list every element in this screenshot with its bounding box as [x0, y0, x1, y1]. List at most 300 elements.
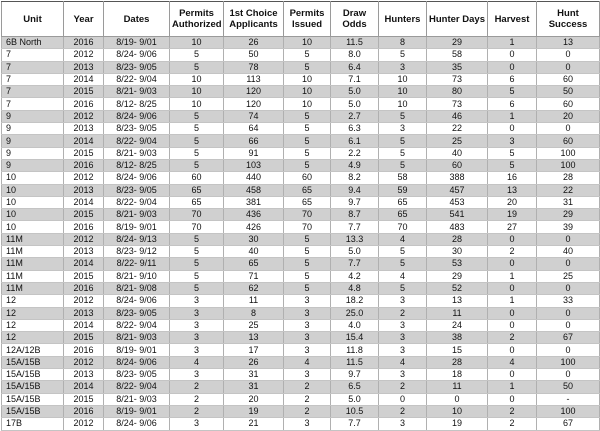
cell-harvest: 19: [488, 209, 537, 221]
cell-permits-issued: 5: [284, 270, 331, 282]
table-row: [2, 159, 600, 171]
cell-dates: 8/21- 9/08: [104, 282, 170, 294]
cell-first-choice-applicants: 113: [224, 73, 284, 85]
cell-dates: 8/23- 9/05: [104, 369, 170, 381]
cell-hunt-success: 0: [537, 369, 600, 381]
cell-hunters: 3: [379, 123, 427, 135]
table-row: [2, 37, 600, 49]
cell-hunter-days: 453: [427, 196, 488, 208]
cell-hunter-days: 457: [427, 184, 488, 196]
cell-hunter-days: 73: [427, 98, 488, 110]
cell-hunt-success: 13: [537, 37, 600, 49]
cell-hunter-days: 38: [427, 332, 488, 344]
cell-permits-authorized: 3: [170, 332, 224, 344]
cell-year: 2016: [64, 221, 104, 233]
cell-draw-odds: 25.0: [331, 307, 379, 319]
cell-hunter-days: 53: [427, 258, 488, 270]
cell-unit: 7: [2, 86, 64, 98]
cell-draw-odds: 13.3: [331, 233, 379, 245]
table-row: [2, 196, 600, 208]
cell-harvest: 5: [488, 147, 537, 159]
cell-permits-authorized: 5: [170, 270, 224, 282]
cell-unit: 7: [2, 49, 64, 61]
cell-hunters: 70: [379, 221, 427, 233]
cell-dates: 8/22- 9/04: [104, 73, 170, 85]
cell-dates: 8/19- 9/01: [104, 221, 170, 233]
cell-permits-authorized: 5: [170, 246, 224, 258]
cell-year: 2015: [64, 332, 104, 344]
cell-hunt-success: 100: [537, 405, 600, 417]
cell-hunter-days: 35: [427, 61, 488, 73]
cell-first-choice-applicants: 21: [224, 418, 284, 430]
column-header-unit: Unit: [2, 2, 64, 37]
column-header-year: Year: [64, 2, 104, 37]
cell-draw-odds: 6.1: [331, 135, 379, 147]
cell-permits-authorized: 3: [170, 319, 224, 331]
cell-permits-issued: 10: [284, 86, 331, 98]
cell-harvest: 0: [488, 49, 537, 61]
cell-draw-odds: 11.5: [331, 37, 379, 49]
cell-draw-odds: 9.4: [331, 184, 379, 196]
cell-permits-authorized: 60: [170, 172, 224, 184]
cell-unit: 12: [2, 295, 64, 307]
cell-draw-odds: 7.7: [331, 221, 379, 233]
cell-dates: 8/22- 9/04: [104, 196, 170, 208]
cell-dates: 8/12- 8/25: [104, 98, 170, 110]
column-header-hunt-success: Hunt Success: [537, 2, 600, 37]
cell-dates: 8/24- 9/06: [104, 356, 170, 368]
cell-permits-authorized: 65: [170, 184, 224, 196]
table-row: [2, 246, 600, 258]
cell-hunter-days: 15: [427, 344, 488, 356]
cell-permits-issued: 5: [284, 282, 331, 294]
cell-first-choice-applicants: 71: [224, 270, 284, 282]
cell-permits-issued: 3: [284, 332, 331, 344]
cell-hunter-days: 541: [427, 209, 488, 221]
table-row: [2, 405, 600, 417]
cell-permits-issued: 3: [284, 307, 331, 319]
table-row: [2, 344, 600, 356]
column-header-dates: Dates: [104, 2, 170, 37]
cell-hunters: 10: [379, 98, 427, 110]
cell-unit: 11M: [2, 258, 64, 270]
cell-dates: 8/23- 9/12: [104, 246, 170, 258]
cell-unit: 7: [2, 98, 64, 110]
cell-harvest: 6: [488, 98, 537, 110]
cell-draw-odds: 2.2: [331, 147, 379, 159]
cell-hunter-days: 483: [427, 221, 488, 233]
cell-dates: 8/21- 9/03: [104, 209, 170, 221]
cell-hunter-days: 29: [427, 37, 488, 49]
table-row: [2, 369, 600, 381]
cell-dates: 8/23- 9/05: [104, 61, 170, 73]
cell-hunters: 5: [379, 159, 427, 171]
cell-year: 2012: [64, 356, 104, 368]
cell-hunters: 10: [379, 73, 427, 85]
table-row: [2, 49, 600, 61]
cell-first-choice-applicants: 26: [224, 37, 284, 49]
cell-permits-authorized: 3: [170, 418, 224, 430]
cell-unit: 17B: [2, 418, 64, 430]
cell-hunter-days: 25: [427, 135, 488, 147]
cell-permits-issued: 2: [284, 393, 331, 405]
cell-unit: 15A/15B: [2, 369, 64, 381]
column-header-harvest: Harvest: [488, 2, 537, 37]
cell-harvest: 2: [488, 246, 537, 258]
cell-permits-issued: 10: [284, 73, 331, 85]
cell-unit: 10: [2, 184, 64, 196]
cell-unit: 11M: [2, 246, 64, 258]
cell-first-choice-applicants: 120: [224, 86, 284, 98]
cell-permits-issued: 65: [284, 184, 331, 196]
cell-hunter-days: 60: [427, 159, 488, 171]
cell-year: 2013: [64, 307, 104, 319]
cell-hunt-success: 100: [537, 356, 600, 368]
cell-harvest: 1: [488, 381, 537, 393]
cell-year: 2012: [64, 233, 104, 245]
cell-year: 2016: [64, 37, 104, 49]
cell-harvest: 1: [488, 110, 537, 122]
cell-unit: 9: [2, 135, 64, 147]
cell-harvest: 6: [488, 73, 537, 85]
cell-unit: 7: [2, 73, 64, 85]
table-row: [2, 356, 600, 368]
cell-permits-authorized: 65: [170, 196, 224, 208]
cell-draw-odds: 5.0: [331, 393, 379, 405]
cell-unit: 6B North: [2, 37, 64, 49]
cell-dates: 8/24- 9/06: [104, 110, 170, 122]
table-row: [2, 123, 600, 135]
cell-first-choice-applicants: 17: [224, 344, 284, 356]
cell-first-choice-applicants: 64: [224, 123, 284, 135]
cell-year: 2015: [64, 147, 104, 159]
cell-permits-authorized: 3: [170, 344, 224, 356]
cell-first-choice-applicants: 31: [224, 369, 284, 381]
table-row: [2, 258, 600, 270]
cell-permits-issued: 3: [284, 319, 331, 331]
cell-draw-odds: 18.2: [331, 295, 379, 307]
cell-hunt-success: 39: [537, 221, 600, 233]
cell-hunt-success: 67: [537, 418, 600, 430]
cell-hunt-success: 28: [537, 172, 600, 184]
cell-permits-authorized: 5: [170, 159, 224, 171]
cell-hunters: 5: [379, 110, 427, 122]
cell-hunters: 0: [379, 393, 427, 405]
cell-unit: 9: [2, 159, 64, 171]
cell-harvest: 0: [488, 369, 537, 381]
cell-hunter-days: 46: [427, 110, 488, 122]
cell-permits-issued: 3: [284, 418, 331, 430]
column-header-hunters: Hunters: [379, 2, 427, 37]
cell-year: 2012: [64, 295, 104, 307]
cell-hunt-success: 33: [537, 295, 600, 307]
cell-hunters: 8: [379, 37, 427, 49]
cell-harvest: 0: [488, 123, 537, 135]
cell-draw-odds: 2.7: [331, 110, 379, 122]
cell-dates: 8/21- 9/03: [104, 86, 170, 98]
cell-year: 2015: [64, 270, 104, 282]
cell-dates: 8/23- 9/05: [104, 123, 170, 135]
cell-hunter-days: 18: [427, 369, 488, 381]
cell-permits-issued: 3: [284, 369, 331, 381]
cell-dates: 8/22- 9/11: [104, 258, 170, 270]
cell-harvest: 5: [488, 159, 537, 171]
cell-hunter-days: 0: [427, 393, 488, 405]
cell-first-choice-applicants: 19: [224, 405, 284, 417]
cell-year: 2014: [64, 258, 104, 270]
cell-year: 2013: [64, 369, 104, 381]
table-row: [2, 73, 600, 85]
cell-unit: 7: [2, 61, 64, 73]
cell-hunters: 3: [379, 369, 427, 381]
cell-dates: 8/21- 9/10: [104, 270, 170, 282]
cell-dates: 8/24- 9/06: [104, 418, 170, 430]
cell-hunters: 5: [379, 147, 427, 159]
cell-permits-authorized: 5: [170, 233, 224, 245]
cell-permits-authorized: 3: [170, 307, 224, 319]
column-header-first-choice-applicants: 1st Choice Applicants: [224, 2, 284, 37]
cell-year: 2012: [64, 418, 104, 430]
cell-permits-issued: 3: [284, 295, 331, 307]
cell-permits-authorized: 2: [170, 393, 224, 405]
cell-hunt-success: 0: [537, 319, 600, 331]
cell-draw-odds: 6.5: [331, 381, 379, 393]
cell-hunters: 3: [379, 344, 427, 356]
table-row: [2, 172, 600, 184]
cell-draw-odds: 7.1: [331, 73, 379, 85]
cell-year: 2015: [64, 86, 104, 98]
cell-draw-odds: 7.7: [331, 258, 379, 270]
cell-draw-odds: 7.7: [331, 418, 379, 430]
cell-harvest: 0: [488, 282, 537, 294]
cell-year: 2013: [64, 246, 104, 258]
table-row: [2, 319, 600, 331]
cell-hunt-success: 40: [537, 246, 600, 258]
cell-draw-odds: 5.0: [331, 86, 379, 98]
cell-hunt-success: 0: [537, 344, 600, 356]
cell-draw-odds: 9.7: [331, 196, 379, 208]
cell-dates: 8/21- 9/03: [104, 393, 170, 405]
cell-hunters: 4: [379, 356, 427, 368]
cell-permits-issued: 10: [284, 98, 331, 110]
cell-harvest: 0: [488, 307, 537, 319]
cell-dates: 8/23- 9/05: [104, 307, 170, 319]
cell-hunters: 5: [379, 282, 427, 294]
cell-harvest: 0: [488, 233, 537, 245]
cell-year: 2016: [64, 282, 104, 294]
cell-hunters: 2: [379, 405, 427, 417]
cell-permits-issued: 2: [284, 405, 331, 417]
cell-hunter-days: 24: [427, 319, 488, 331]
table-row: [2, 418, 600, 430]
cell-hunt-success: 60: [537, 73, 600, 85]
cell-permits-authorized: 10: [170, 98, 224, 110]
cell-permits-authorized: 5: [170, 110, 224, 122]
cell-draw-odds: 8.2: [331, 172, 379, 184]
cell-permits-authorized: 5: [170, 282, 224, 294]
cell-hunter-days: 28: [427, 233, 488, 245]
cell-hunters: 3: [379, 295, 427, 307]
cell-harvest: 2: [488, 332, 537, 344]
table-row: [2, 270, 600, 282]
cell-first-choice-applicants: 25: [224, 319, 284, 331]
cell-hunt-success: 0: [537, 61, 600, 73]
cell-harvest: 3: [488, 135, 537, 147]
cell-harvest: 2: [488, 418, 537, 430]
cell-first-choice-applicants: 26: [224, 356, 284, 368]
cell-unit: 9: [2, 110, 64, 122]
cell-dates: 8/19- 9/01: [104, 37, 170, 49]
cell-hunters: 3: [379, 332, 427, 344]
cell-harvest: 0: [488, 393, 537, 405]
cell-harvest: 27: [488, 221, 537, 233]
cell-hunters: 5: [379, 258, 427, 270]
table-row: [2, 61, 600, 73]
hunt-statistics-table: [1, 1, 600, 431]
table-row: [2, 233, 600, 245]
cell-harvest: 0: [488, 258, 537, 270]
table-row: [2, 209, 600, 221]
cell-first-choice-applicants: 30: [224, 233, 284, 245]
cell-hunters: 3: [379, 319, 427, 331]
cell-first-choice-applicants: 426: [224, 221, 284, 233]
cell-first-choice-applicants: 20: [224, 393, 284, 405]
cell-hunters: 58: [379, 172, 427, 184]
cell-unit: 12: [2, 319, 64, 331]
cell-harvest: 0: [488, 61, 537, 73]
cell-hunters: 4: [379, 233, 427, 245]
cell-hunter-days: 29: [427, 270, 488, 282]
cell-permits-issued: 5: [284, 135, 331, 147]
cell-dates: 8/22- 9/04: [104, 319, 170, 331]
cell-unit: 9: [2, 147, 64, 159]
cell-year: 2014: [64, 319, 104, 331]
cell-hunt-success: -: [537, 393, 600, 405]
cell-dates: 8/22- 9/04: [104, 135, 170, 147]
table-body: [2, 37, 600, 431]
cell-hunt-success: 50: [537, 381, 600, 393]
cell-permits-authorized: 5: [170, 49, 224, 61]
cell-hunt-success: 0: [537, 123, 600, 135]
cell-year: 2016: [64, 405, 104, 417]
cell-hunter-days: 22: [427, 123, 488, 135]
cell-unit: 15A/15B: [2, 381, 64, 393]
cell-hunter-days: 10: [427, 405, 488, 417]
cell-hunters: 5: [379, 135, 427, 147]
cell-permits-authorized: 2: [170, 381, 224, 393]
cell-year: 2013: [64, 123, 104, 135]
cell-draw-odds: 4.8: [331, 282, 379, 294]
cell-first-choice-applicants: 103: [224, 159, 284, 171]
cell-permits-issued: 70: [284, 221, 331, 233]
table-row: [2, 110, 600, 122]
cell-unit: 9: [2, 123, 64, 135]
cell-year: 2014: [64, 73, 104, 85]
cell-hunt-success: 50: [537, 86, 600, 98]
cell-hunters: 5: [379, 49, 427, 61]
cell-year: 2016: [64, 344, 104, 356]
cell-permits-issued: 3: [284, 344, 331, 356]
cell-harvest: 1: [488, 37, 537, 49]
cell-hunters: 2: [379, 381, 427, 393]
table-row: [2, 86, 600, 98]
cell-unit: 11M: [2, 270, 64, 282]
cell-permits-issued: 5: [284, 233, 331, 245]
cell-year: 2012: [64, 110, 104, 122]
cell-hunt-success: 0: [537, 258, 600, 270]
cell-permits-authorized: 10: [170, 86, 224, 98]
cell-permits-authorized: 10: [170, 37, 224, 49]
cell-dates: 8/24- 9/13: [104, 233, 170, 245]
table-row: [2, 381, 600, 393]
table-row: [2, 307, 600, 319]
cell-draw-odds: 5.0: [331, 246, 379, 258]
cell-year: 2015: [64, 209, 104, 221]
cell-permits-issued: 2: [284, 381, 331, 393]
table-row: [2, 98, 600, 110]
cell-first-choice-applicants: 31: [224, 381, 284, 393]
cell-permits-authorized: 5: [170, 147, 224, 159]
cell-hunt-success: 100: [537, 147, 600, 159]
cell-permits-issued: 5: [284, 49, 331, 61]
cell-unit: 15A/15B: [2, 393, 64, 405]
cell-hunter-days: 80: [427, 86, 488, 98]
cell-unit: 11M: [2, 233, 64, 245]
cell-unit: 15A/15B: [2, 405, 64, 417]
cell-harvest: 1: [488, 295, 537, 307]
cell-draw-odds: 5.0: [331, 98, 379, 110]
cell-year: 2013: [64, 61, 104, 73]
cell-hunters: 65: [379, 196, 427, 208]
cell-unit: 10: [2, 172, 64, 184]
cell-first-choice-applicants: 440: [224, 172, 284, 184]
cell-unit: 10: [2, 221, 64, 233]
cell-permits-authorized: 10: [170, 73, 224, 85]
column-header-draw-odds: Draw Odds: [331, 2, 379, 37]
cell-year: 2014: [64, 196, 104, 208]
cell-hunters: 10: [379, 86, 427, 98]
cell-hunt-success: 67: [537, 332, 600, 344]
cell-unit: 11M: [2, 282, 64, 294]
cell-permits-issued: 5: [284, 61, 331, 73]
cell-first-choice-applicants: 458: [224, 184, 284, 196]
cell-hunt-success: 0: [537, 282, 600, 294]
cell-permits-authorized: 4: [170, 356, 224, 368]
cell-permits-issued: 10: [284, 37, 331, 49]
cell-first-choice-applicants: 120: [224, 98, 284, 110]
cell-permits-authorized: 3: [170, 369, 224, 381]
cell-first-choice-applicants: 66: [224, 135, 284, 147]
cell-first-choice-applicants: 91: [224, 147, 284, 159]
table-row: [2, 221, 600, 233]
cell-hunter-days: 52: [427, 282, 488, 294]
cell-hunters: 65: [379, 209, 427, 221]
cell-permits-issued: 5: [284, 123, 331, 135]
table-row: [2, 282, 600, 294]
cell-year: 2014: [64, 135, 104, 147]
cell-year: 2016: [64, 98, 104, 110]
cell-permits-authorized: 3: [170, 295, 224, 307]
cell-year: 2012: [64, 172, 104, 184]
cell-first-choice-applicants: 50: [224, 49, 284, 61]
cell-dates: 8/23- 9/05: [104, 184, 170, 196]
cell-first-choice-applicants: 381: [224, 196, 284, 208]
cell-draw-odds: 11.8: [331, 344, 379, 356]
cell-permits-issued: 5: [284, 110, 331, 122]
cell-permits-authorized: 5: [170, 123, 224, 135]
cell-permits-issued: 5: [284, 246, 331, 258]
header-row: [2, 2, 600, 37]
